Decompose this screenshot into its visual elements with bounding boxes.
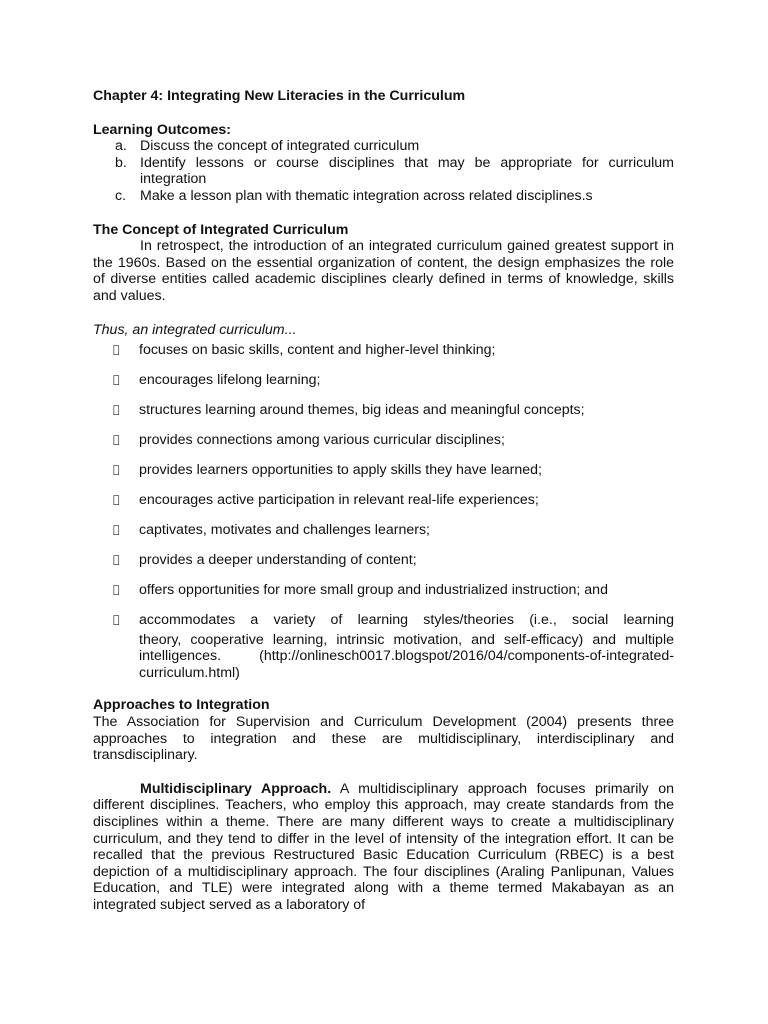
list-item-text: provides a deeper understanding of content; (139, 552, 417, 569)
list-item-text: provides learners opportunities to apply skills they have learned; (139, 462, 542, 479)
list-item (93, 432, 674, 449)
lead-in-text: Thus, an integrated curriculum... (93, 321, 297, 338)
list-item-text: structures learning around themes, big ideas and meaningful concepts; (139, 402, 585, 419)
bullet-arrow-icon (113, 462, 120, 479)
bullet-arrow-icon (113, 582, 120, 599)
approaches-heading: Approaches to Integration (93, 697, 270, 714)
list-item (93, 372, 674, 389)
multidisciplinary-label: Multidisciplinary Approach. (140, 780, 332, 797)
list-item (93, 188, 674, 205)
list-item-text: Identify lessons or course disciplines that may be appropriate for curriculum integration (140, 154, 674, 188)
list-item (93, 462, 674, 479)
list-letter: b. (115, 154, 127, 171)
bullet-arrow-icon (113, 372, 120, 389)
list-item (93, 155, 674, 188)
list-item (93, 552, 674, 569)
bullet-arrow-icon (113, 552, 120, 569)
list-item (93, 612, 674, 681)
bullet-arrow-icon (113, 402, 120, 419)
multidisciplinary-paragraph (93, 781, 674, 914)
list-item-text: provides connections among various curricular disciplines; (139, 432, 505, 449)
concept-paragraph: In retrospect, the introduction of an integrated curriculum gained greatest support in the 1960s. Based on the essential organization of content, the design emphasizes the role of diverse entities called academic disciplines clearly defined in terms of knowledge, skills and values. (93, 238, 674, 304)
list-item-text: focuses on basic skills, content and higher-level thinking; (139, 342, 496, 359)
list-letter: a. (115, 138, 127, 155)
list-item (93, 582, 674, 599)
bullet-arrow-icon (113, 522, 120, 539)
document-page (93, 88, 674, 913)
list-item-text: offers opportunities for more small group and industrialized instruction; and (139, 582, 608, 598)
concept-heading: The Concept of Integrated Curriculum (93, 221, 349, 238)
learning-outcomes-heading: Learning Outcomes: (93, 121, 231, 138)
chapter-title: Chapter 4: Integrating New Literacies in the Curriculum (93, 88, 466, 104)
integrated-curriculum-bullets (93, 342, 674, 681)
list-letter: c. (115, 187, 127, 204)
list-item-text: encourages lifelong learning; (139, 372, 321, 389)
list-item (93, 522, 674, 539)
bullet-arrow-icon (113, 492, 120, 509)
multidisciplinary-text: A multidisciplinary approach focuses primarily on different disciplines. Teachers, who employ this approach, may create standards from the disciplines within a theme. There are many different ways to create a multidisciplinary curriculum, and they tend to differ in the level of intensity of the integration effort. It can be recalled that the previous Restructured Basic Education Curriculum (RBEC) is a best depiction of a multidisciplinary approach. The four disciplines (Araling Panlipunan, Values Education, and TLE) were integrated along with a theme termed Makabayan as an integrated subject served as a laboratory of (93, 780, 674, 913)
list-item-text: encourages active participation in relevant real-life experiences; (139, 492, 539, 509)
bullet-arrow-icon (113, 342, 120, 359)
list-item-text: Discuss the concept of integrated curriculum (140, 138, 420, 155)
list-item (93, 402, 674, 419)
approaches-paragraph: The Association for Supervision and Curriculum Development (2004) presents three approaches to integration and these are multidisciplinary, interdisciplinary and transdisciplinary. (93, 713, 674, 764)
learning-outcomes-list (93, 138, 674, 204)
bullet-arrow-icon (113, 612, 120, 629)
list-item (93, 138, 674, 155)
list-item-text: captivates, motivates and challenges learners; (139, 522, 431, 539)
list-item-text: accommodates a variety of learning styles/theories (i.e., social learning (139, 611, 674, 628)
list-item-text-continued: theory, cooperative learning, intrinsic motivation, and self-efficacy) and multiple intelligences. (http://onlinesch0017.blogspot/2016/04/components-of-integrated-curriculum.html) (139, 631, 674, 681)
list-item-text: Make a lesson plan with thematic integration across related disciplines.s (140, 187, 593, 204)
list-item (93, 492, 674, 509)
bullet-arrow-icon (113, 432, 120, 449)
list-item (93, 342, 674, 359)
